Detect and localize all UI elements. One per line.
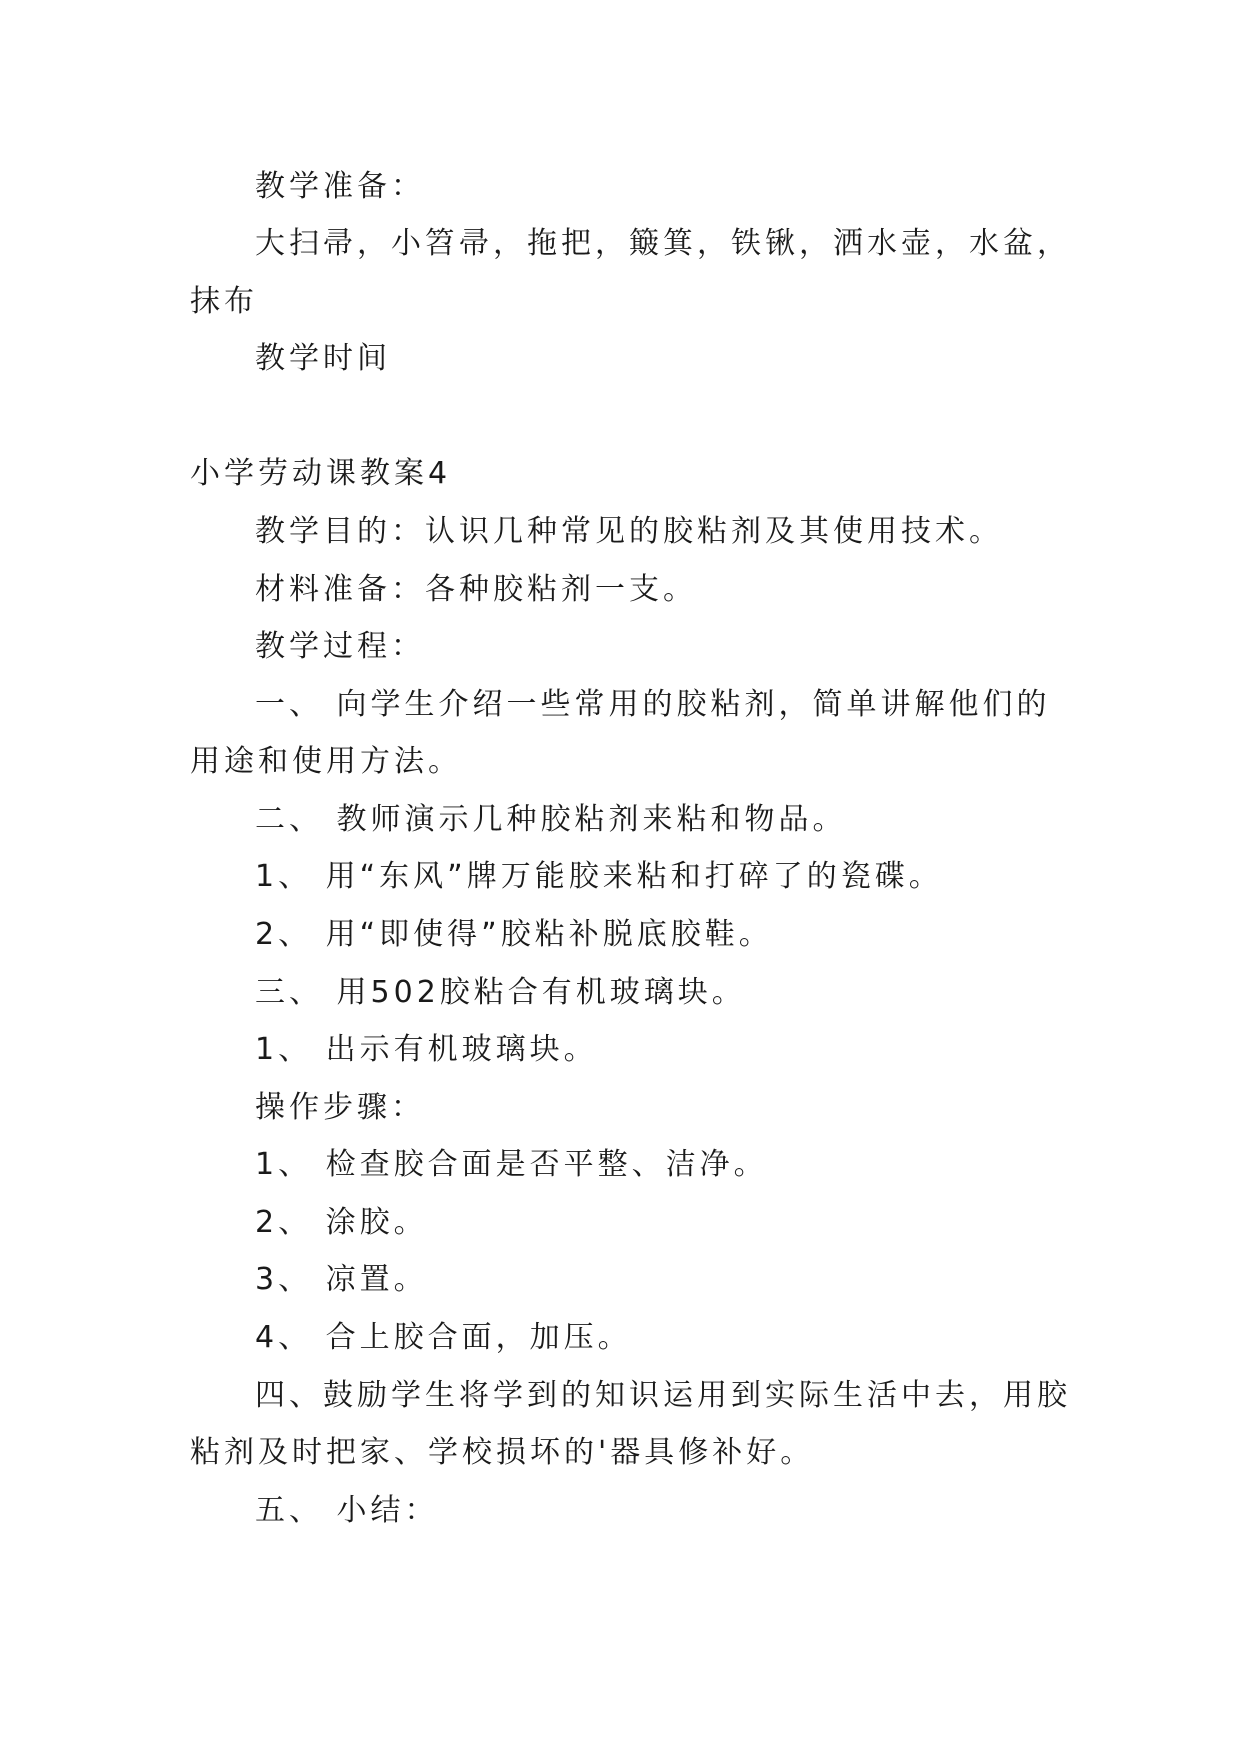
operation-1: 1、 检查胶合面是否平整、洁净。 xyxy=(255,1147,768,1182)
prep-items-line-2: 抹布 xyxy=(190,284,258,319)
step-2-sub-2: 2、 用“即使得”胶粘补脱底胶鞋。 xyxy=(255,917,773,952)
operation-2: 2、 涂胶。 xyxy=(255,1205,428,1240)
step-3-sub-1: 1、 出示有机玻璃块。 xyxy=(255,1032,598,1067)
prep-items-line-1: 大扫帚，小笤帚，拖把，簸箕，铁锹，洒水壶，水盆， xyxy=(255,226,1071,261)
step-2-sub-1: 1、 用“东风”牌万能胶来粘和打碎了的瓷碟。 xyxy=(255,859,943,894)
process-heading: 教学过程： xyxy=(255,629,425,664)
materials: 材料准备：各种胶粘剂一支。 xyxy=(255,572,697,607)
objective: 教学目的：认识几种常见的胶粘剂及其使用技术。 xyxy=(255,514,1003,549)
step-3: 三、 用502胶粘合有机玻璃块。 xyxy=(255,975,746,1010)
step-5: 五、 小结： xyxy=(255,1493,439,1528)
step-4-line-1: 四、鼓励学生将学到的知识运用到实际生活中去，用胶 xyxy=(255,1378,1071,1413)
operation-4: 4、 合上胶合面，加压。 xyxy=(255,1320,632,1355)
step-4-line-2: 粘剂及时把家、学校损坏的'器具修补好。 xyxy=(190,1435,815,1470)
step-1-line-2: 用途和使用方法。 xyxy=(190,744,462,779)
operations-heading: 操作步骤： xyxy=(255,1090,425,1125)
time-heading: 教学时间 xyxy=(255,341,391,376)
section-title: 小学劳动课教案4 xyxy=(190,456,452,491)
step-2: 二、 教师演示几种胶粘剂来粘和物品。 xyxy=(255,802,847,837)
step-1-line-1: 一、 向学生介绍一些常用的胶粘剂，简单讲解他们的 xyxy=(255,687,1051,722)
prep-heading: 教学准备： xyxy=(255,169,425,204)
operation-3: 3、 凉置。 xyxy=(255,1262,428,1297)
